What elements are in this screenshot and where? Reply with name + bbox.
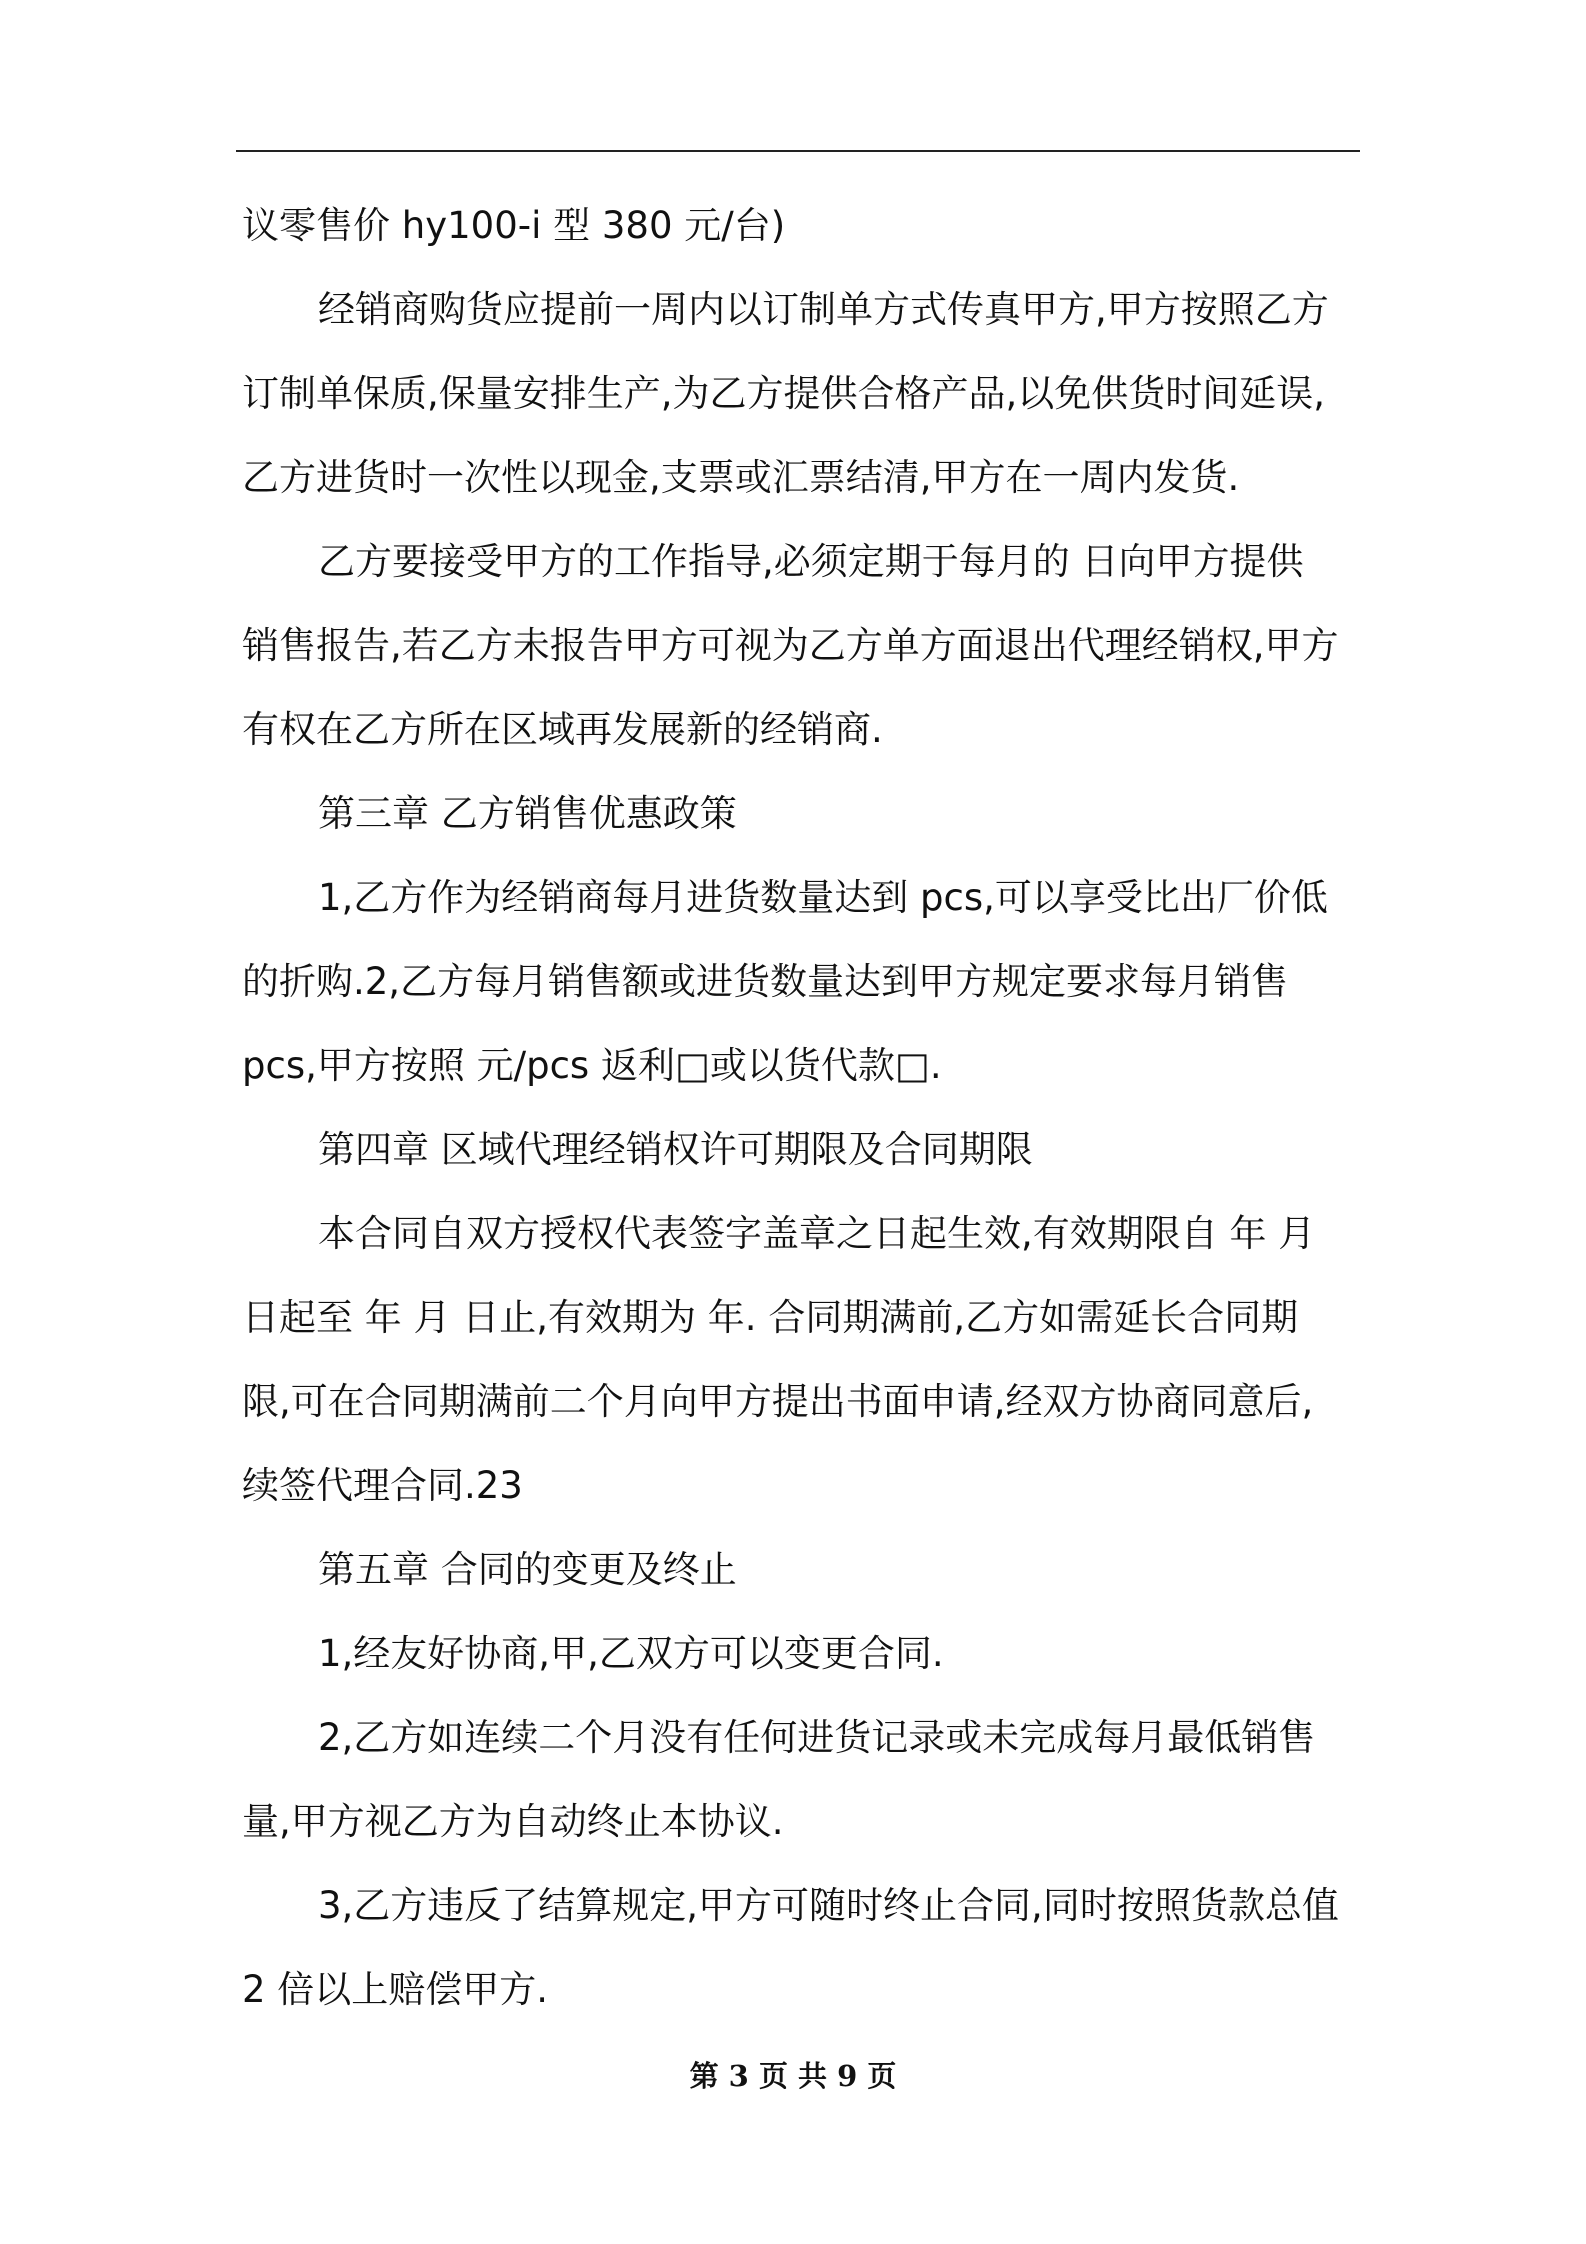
text-line: 乙方进货时一次性以现金,支票或汇票结清,甲方在一周内发货. — [242, 456, 1240, 499]
text-line: 议零售价 hy100-i 型 380 元/台) — [242, 204, 786, 247]
text-line: 1,乙方作为经销商每月进货数量达到 pcs,可以享受比出厂价低 — [318, 876, 1328, 919]
text-line: 的折购.2,乙方每月销售额或进货数量达到甲方规定要求每月销售 — [242, 960, 1289, 1003]
text-line: 2,乙方如连续二个月没有任何进货记录或未完成每月最低销售 — [318, 1716, 1316, 1759]
text-line: 经销商购货应提前一周内以订制单方式传真甲方,甲方按照乙方 — [318, 288, 1329, 331]
text-line: 销售报告,若乙方未报告甲方可视为乙方单方面退出代理经销权,甲方 — [242, 624, 1339, 667]
text-line: 本合同自双方授权代表签字盖章之日起生效,有效期限自 年 月 — [318, 1212, 1316, 1255]
text-line: 订制单保质,保量安排生产,为乙方提供合格产品,以免供货时间延误, — [242, 372, 1326, 415]
page-number-footer: 第 3 页 共 9 页 — [689, 2059, 897, 2093]
text-line: 日起至 年 月 日止,有效期为 年. 合同期满前,乙方如需延长合同期 — [242, 1296, 1299, 1339]
chapter-heading: 第五章 合同的变更及终止 — [318, 1548, 737, 1591]
chapter-heading: 第四章 区域代理经销权许可期限及合同期限 — [318, 1128, 1033, 1171]
text-line: 续签代理合同.23 — [242, 1464, 523, 1507]
text-line: 量,甲方视乙方为自动终止本协议. — [242, 1800, 784, 1843]
text-line: 1,经友好协商,甲,乙双方可以变更合同. — [318, 1632, 944, 1675]
text-line: 乙方要接受甲方的工作指导,必须定期于每月的 日向甲方提供 — [318, 540, 1304, 583]
chapter-heading: 第三章 乙方销售优惠政策 — [318, 792, 737, 835]
text-line: 2 倍以上赔偿甲方. — [242, 1968, 549, 2011]
text-line: 限,可在合同期满前二个月向甲方提出书面申请,经双方协商同意后, — [242, 1380, 1314, 1423]
text-line: 有权在乙方所在区域再发展新的经销商. — [242, 708, 883, 751]
text-line: pcs,甲方按照 元/pcs 返利□或以货代款□. — [242, 1044, 942, 1087]
text-line: 3,乙方违反了结算规定,甲方可随时终止合同,同时按照货款总值 — [318, 1884, 1339, 1927]
header-rule — [236, 150, 1360, 152]
